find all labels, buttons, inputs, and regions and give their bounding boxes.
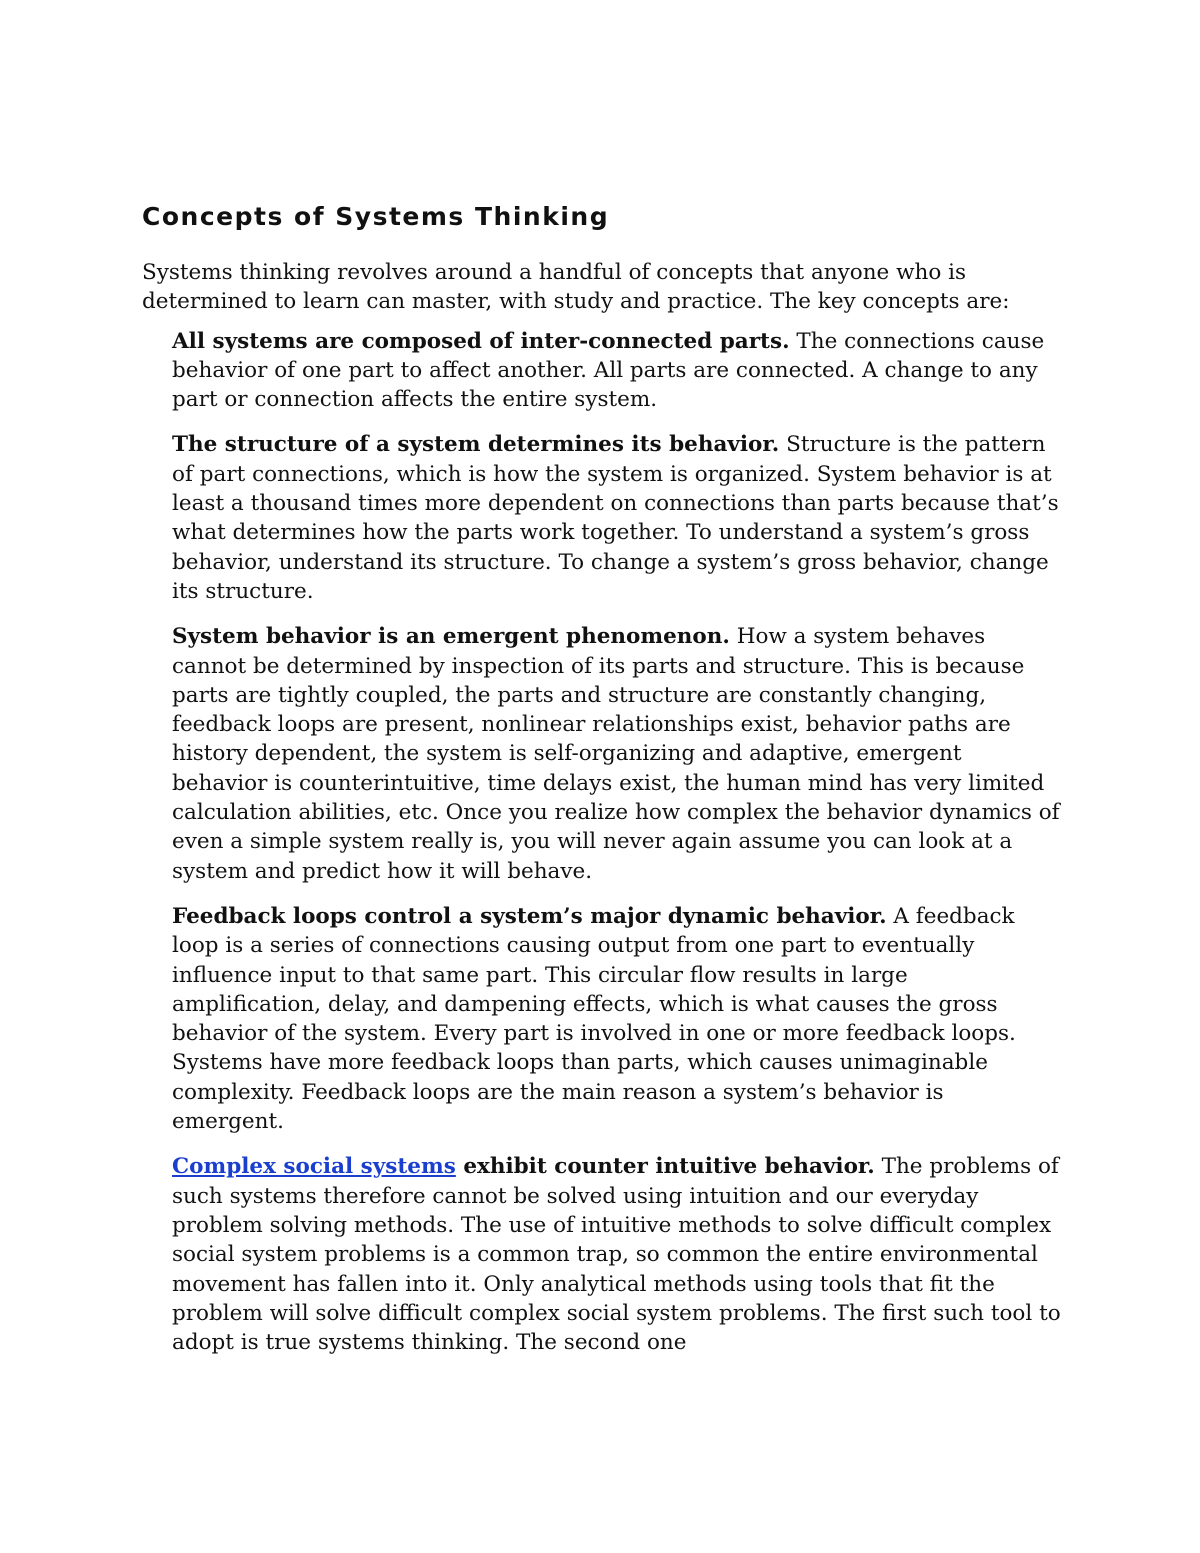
concept-lead: System behavior is an emergent phenomenon. <box>172 624 730 650</box>
concept-lead: The structure of a system determines its behavior. <box>172 432 780 458</box>
concept-paragraph <box>172 622 1062 886</box>
concept-lead: All systems are composed of inter-connected parts. <box>172 328 790 354</box>
page-title: Concepts of Systems Thinking <box>142 202 610 231</box>
complex-social-systems-link[interactable]: Complex social systems <box>172 1154 456 1180</box>
concept-body: The problems of such systems therefore cannot be solved using intuition and our everyday problem solving methods. The use of intuitive methods to solve difficult complex social system problems is a common trap, so common the entire environmental movement has fallen into it. Only analytical methods using tools that fit the problem will solve difficult complex social system problems. The first such tool to adopt is true systems thinking. The second one <box>172 1154 1061 1356</box>
concept-body: Structure is the pattern of part connections, which is how the system is organized. System behavior is at least a thousand times more dependent on connections than parts because that’s what determines how the parts work together. To understand a system’s gross behavior, understand its structure. To change a system’s gross behavior, change its structure. <box>172 432 1059 604</box>
concept-body: The connections cause behavior of one part to affect another. All parts are connected. A change to any part or connection affects the entire system. <box>172 328 1045 413</box>
concept-paragraph <box>172 1152 1062 1357</box>
concept-lead: exhibit counter intuitive behavior. <box>455 1154 875 1180</box>
concept-lead: Feedback loops control a system’s major dynamic behavior. <box>172 903 887 929</box>
concept-paragraph <box>172 902 1062 1136</box>
concept-paragraph <box>172 327 1062 415</box>
intro-paragraph: Systems thinking revolves around a handful of concepts that anyone who is determined to learn can master, with study and practice. The key concepts are: <box>142 260 1010 315</box>
concept-body: How a system behaves cannot be determined by inspection of its parts and structure. This is because parts are tightly coupled, the parts and structure are constantly changing, feedback loops are present, nonlinear relationships exist, behavior paths are history dependent, the system is self-organizing and adaptive, emergent behavior is counterintuitive, time delays exist, the human mind has very limited calculation abilities, etc. Once you realize how complex the behavior dynamics of even a simple system really is, you will never again assume you can look at a system and predict how it will behave. <box>172 624 1060 884</box>
document-body <box>142 198 1062 1373</box>
concept-body: A feedback loop is a series of connections causing output from one part to eventually influence input to that same part. This circular flow results in large amplification, delay, and dampening effects, which is what causes the gross behavior of the system. Every part is involved in one or more feedback loops. Systems have more feedback loops than parts, which causes unimaginable complexity. Feedback loops are the main reason a system’s behavior is emergent. <box>172 903 1016 1135</box>
concept-paragraph <box>172 430 1062 606</box>
